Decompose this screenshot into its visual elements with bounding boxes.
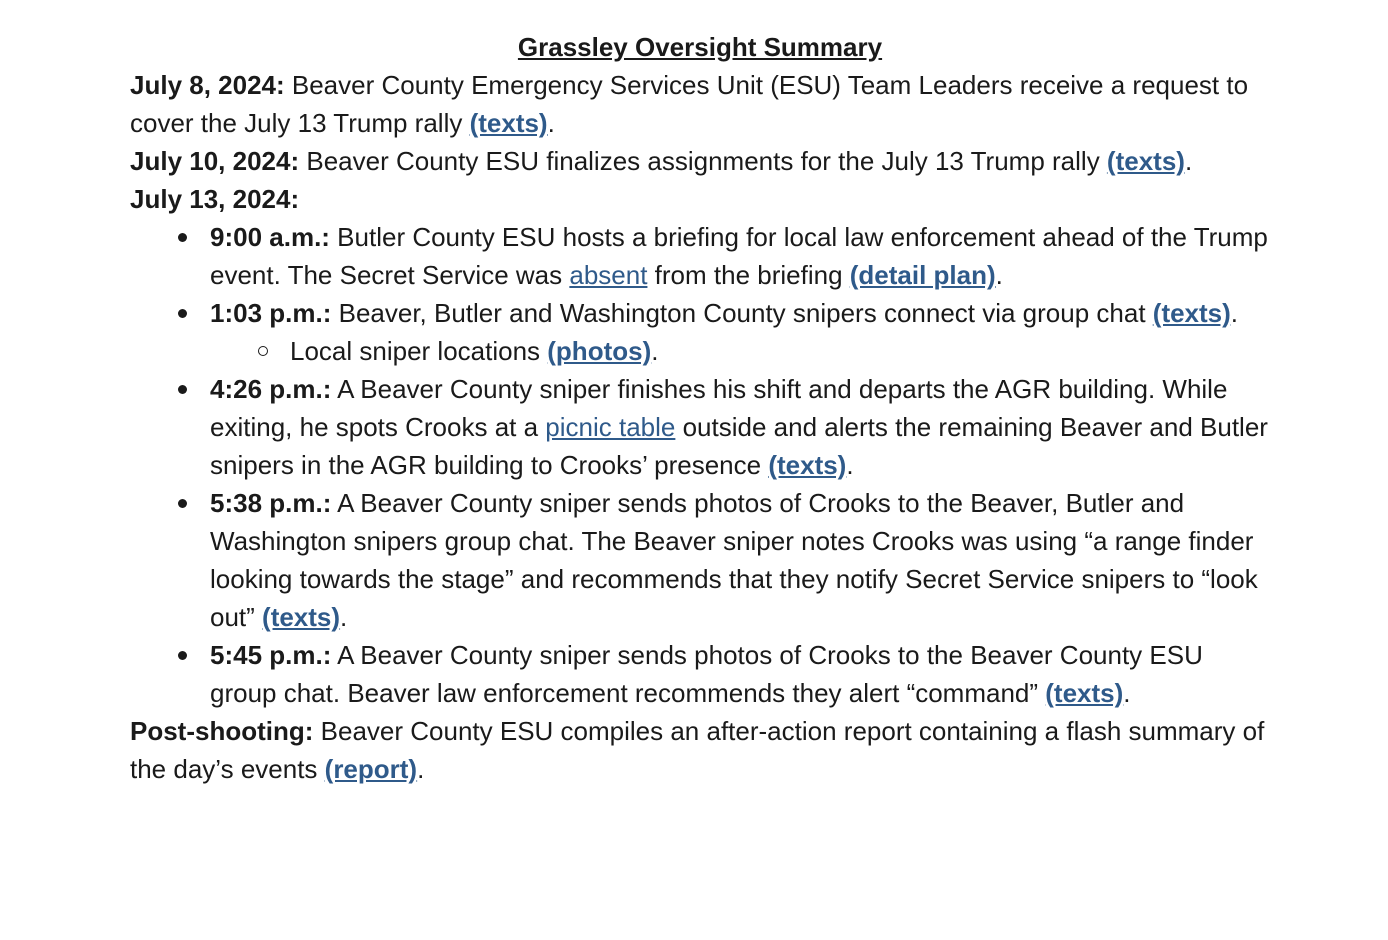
entry-date: Post-shooting: xyxy=(130,716,314,746)
punctuation: . xyxy=(1184,146,1193,176)
event-time: 5:38 p.m.: xyxy=(210,488,332,518)
entry-july-8 xyxy=(130,66,1270,142)
list-item-1303 xyxy=(210,294,1270,370)
event-time: 1:03 p.m.: xyxy=(210,298,332,328)
event-text: Butler County ESU hosts a briefing for local law enforcement ahead of the Trump event. The Secret Service was xyxy=(210,222,1268,290)
texts-link[interactable]: (texts) xyxy=(1106,146,1185,176)
punctuation: . xyxy=(651,336,659,366)
photos-link[interactable]: (photos) xyxy=(547,336,652,366)
texts-link[interactable]: (texts) xyxy=(1045,678,1124,708)
punctuation: . xyxy=(340,602,348,632)
entry-date: July 13, 2024: xyxy=(130,184,300,214)
punctuation: . xyxy=(417,754,425,784)
punctuation: . xyxy=(1230,298,1239,328)
picnic-table-link[interactable]: picnic table xyxy=(545,412,676,442)
sub-list-item xyxy=(290,332,1270,370)
entry-text: Beaver County ESU compiles an after-action report containing a flash summary of the day’s events xyxy=(130,716,1265,784)
event-time: 4:26 p.m.: xyxy=(210,374,332,404)
entry-text: Beaver County ESU finalizes assignments for the July 13 Trump rally xyxy=(299,146,1107,176)
event-text: from the briefing xyxy=(647,260,850,290)
punctuation: . xyxy=(846,450,854,480)
list-item-0900 xyxy=(210,218,1270,294)
entry-date: July 10, 2024: xyxy=(130,146,300,176)
list-item-1745 xyxy=(210,636,1270,712)
event-text: A Beaver County sniper finishes his shift and departs the AGR building. While exiting, he spots Crooks at a xyxy=(210,374,1228,442)
event-text: A Beaver County sniper sends photos of Crooks to the Beaver, Butler and Washington snipers group chat. The Beaver sniper notes Crooks was using “a range finder looking towards the stage” and recommends that they notify Secret Service snipers to “look out” xyxy=(210,488,1258,632)
event-time: 9:00 a.m.: xyxy=(210,222,330,252)
event-text: outside and alerts the remaining Beaver and Butler snipers in the AGR building to Crooks’ presence xyxy=(210,412,1268,480)
texts-link[interactable]: (texts) xyxy=(469,108,548,138)
event-text: A Beaver County sniper sends photos of Crooks to the Beaver County ESU group chat. Beaver law enforcement recommends they alert “command” xyxy=(210,640,1203,708)
punctuation: . xyxy=(547,108,555,138)
report-link[interactable]: (report) xyxy=(324,754,418,784)
absent-link[interactable]: absent xyxy=(569,260,648,290)
punctuation: . xyxy=(1123,678,1131,708)
list-item-1738 xyxy=(210,484,1270,636)
entry-july-13 xyxy=(130,180,1270,218)
texts-link[interactable]: (texts) xyxy=(262,602,341,632)
event-text: Beaver, Butler and Washington County snipers connect via group chat xyxy=(331,298,1153,328)
entry-post-shooting xyxy=(130,712,1270,788)
list-item-1626 xyxy=(210,370,1270,484)
sub-item-text: Local sniper locations xyxy=(290,336,548,366)
event-time: 5:45 p.m.: xyxy=(210,640,332,670)
entry-july-10 xyxy=(130,142,1270,180)
july-13-event-list xyxy=(130,218,1270,712)
document-title: Grassley Oversight Summary xyxy=(517,32,883,62)
entry-text: Beaver County Emergency Services Unit (ESU) Team Leaders receive a request to cover the July 13 Trump rally xyxy=(130,70,1249,138)
sub-list xyxy=(210,332,1270,370)
punctuation: . xyxy=(995,260,1003,290)
texts-link[interactable]: (texts) xyxy=(768,450,847,480)
entry-date: July 8, 2024: xyxy=(130,70,285,100)
detail-plan-link[interactable]: (detail plan) xyxy=(849,260,996,290)
texts-link[interactable]: (texts) xyxy=(1152,298,1231,328)
